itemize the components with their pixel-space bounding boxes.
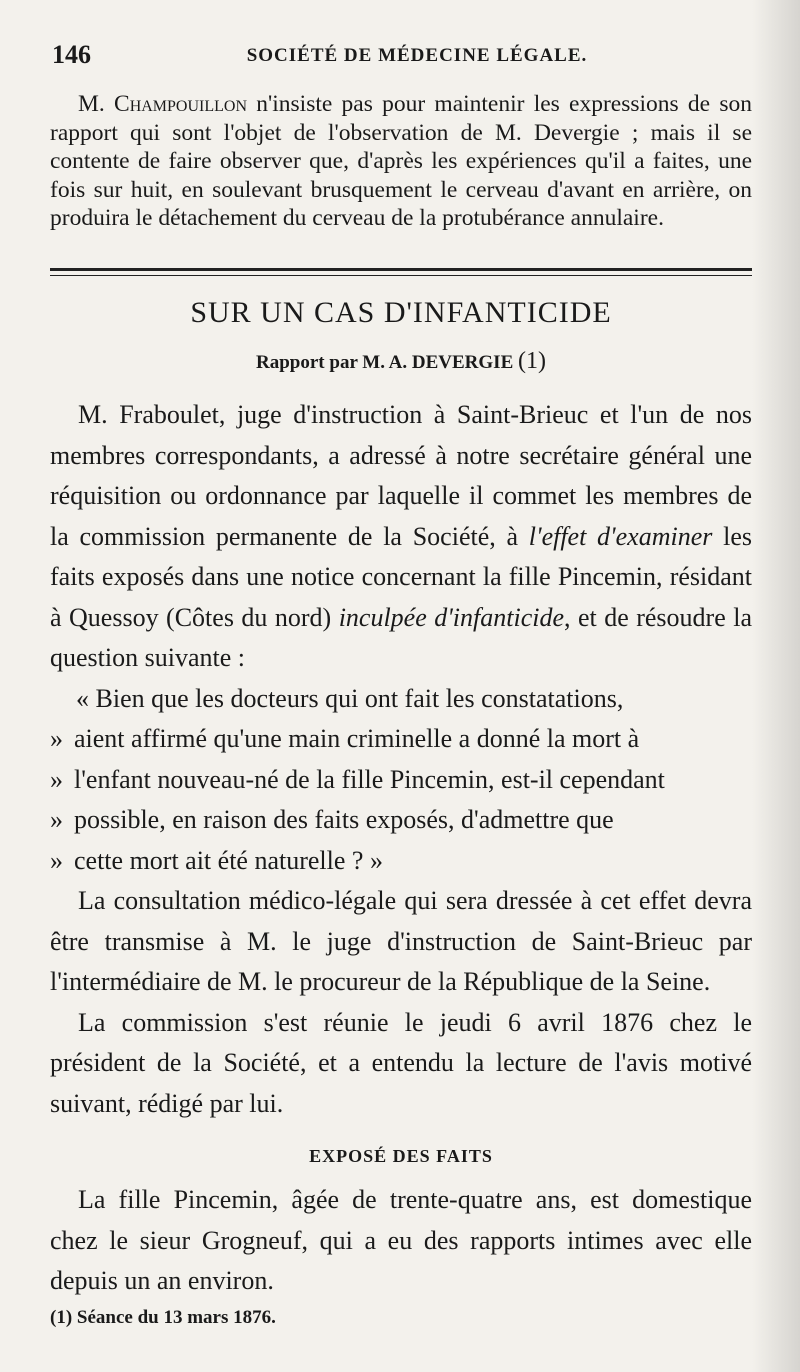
article-subtitle — [50, 348, 752, 375]
footnote-ref: (1) — [518, 348, 546, 374]
quote-line-5-text: cette mort ait été naturelle ? » — [74, 845, 383, 875]
intro-paragraph — [50, 90, 752, 233]
paragraph-4: La fille Pincemin, âgée de trente-quatre ans, est domestique chez le sieur Grogneuf, qui a eu des rapports intimes avec elle depuis un an environ. — [50, 1185, 752, 1295]
p1-part3: , et de résoudre la question suivante : — [50, 602, 752, 672]
intro-text: n'insiste pas pour maintenir les expressions de son rapport qui sont l'objet de l'observation de M. Devergie ; mais il se contente de faire observer que, d'après les expériences qu'il a faites, une fois sur huit, en soulevant brusquement le cerveau d'avant en arrière, on produira le détachement du cerveau de la protubérance annulaire. — [50, 91, 752, 231]
quote-line-4 — [50, 800, 752, 841]
quote-line-5 — [50, 841, 752, 882]
facing-page-edge — [752, 0, 800, 1372]
quote-line-4-text: possible, en raison des faits exposés, d'admettre que — [74, 805, 614, 834]
running-head: SOCIÉTÉ DE MÉDECINE LÉGALE. — [246, 45, 588, 66]
quoted-question — [50, 679, 752, 882]
footnote: (1) Séance du 13 mars 1876. — [50, 1307, 276, 1328]
article-subtitle-text: Rapport par M. A. DEVERGIE — [256, 352, 514, 373]
page-number: 146 — [52, 40, 91, 69]
paragraph-2: La consultation médico-légale qui sera dressée à cet effet devra être transmise à M. le juge d'instruction de Saint-Brieuc par l'intermédiaire de M. le procureur de la République de la Seine. — [50, 886, 752, 996]
quote-mark: » — [50, 845, 63, 875]
quote-mark: » — [50, 724, 63, 753]
quote-line-1: « Bien que les docteurs qui ont fait les constatations, — [76, 683, 624, 713]
p1-part2: les faits exposés dans une notice concernant la fille Pincemin, résidant à Quessoy (Côtes du nord) — [50, 521, 752, 632]
article-body — [50, 395, 752, 1124]
section-heading: EXPOSÉ DES FAITS — [309, 1146, 493, 1166]
quote-line-2 — [50, 719, 752, 760]
section-rule-thin — [50, 275, 752, 276]
facts-body — [50, 1180, 752, 1302]
quote-line-3 — [50, 760, 752, 801]
paragraph-3: La commission s'est réunie le jeudi 6 avril 1876 chez le président de la Société, et a entendu la lecture de l'avis motivé suivant, rédigé par lui. — [50, 1007, 752, 1118]
section-rule-thick — [50, 268, 752, 271]
intro-name: Champouillon — [114, 91, 248, 117]
intro-lead: M. — [78, 91, 115, 117]
p1-emphasis-2: inculpée d'infanticide — [338, 602, 564, 632]
quote-mark: » — [50, 805, 63, 834]
article-title: SUR UN CAS D'INFANTICIDE — [190, 296, 612, 329]
page-header — [52, 40, 742, 74]
p1-part1: M. Fraboulet, juge d'instruction à Saint-Brieuc et l'un de nos membres correspondants, a adressé à notre secrétaire général une réquisition ou ordonnance par laquelle il commet les membres de la commission permanente de la Société, à — [50, 400, 752, 551]
p1-emphasis-1: l'effet d'examiner — [528, 521, 713, 551]
quote-line-3-text: l'enfant nouveau-né de la fille Pincemin, est-il cependant — [74, 764, 665, 794]
quote-mark: » — [50, 764, 63, 794]
quote-line-2-text: aient affirmé qu'une main criminelle a donné la mort à — [74, 724, 640, 753]
paragraph-1 — [50, 395, 752, 679]
